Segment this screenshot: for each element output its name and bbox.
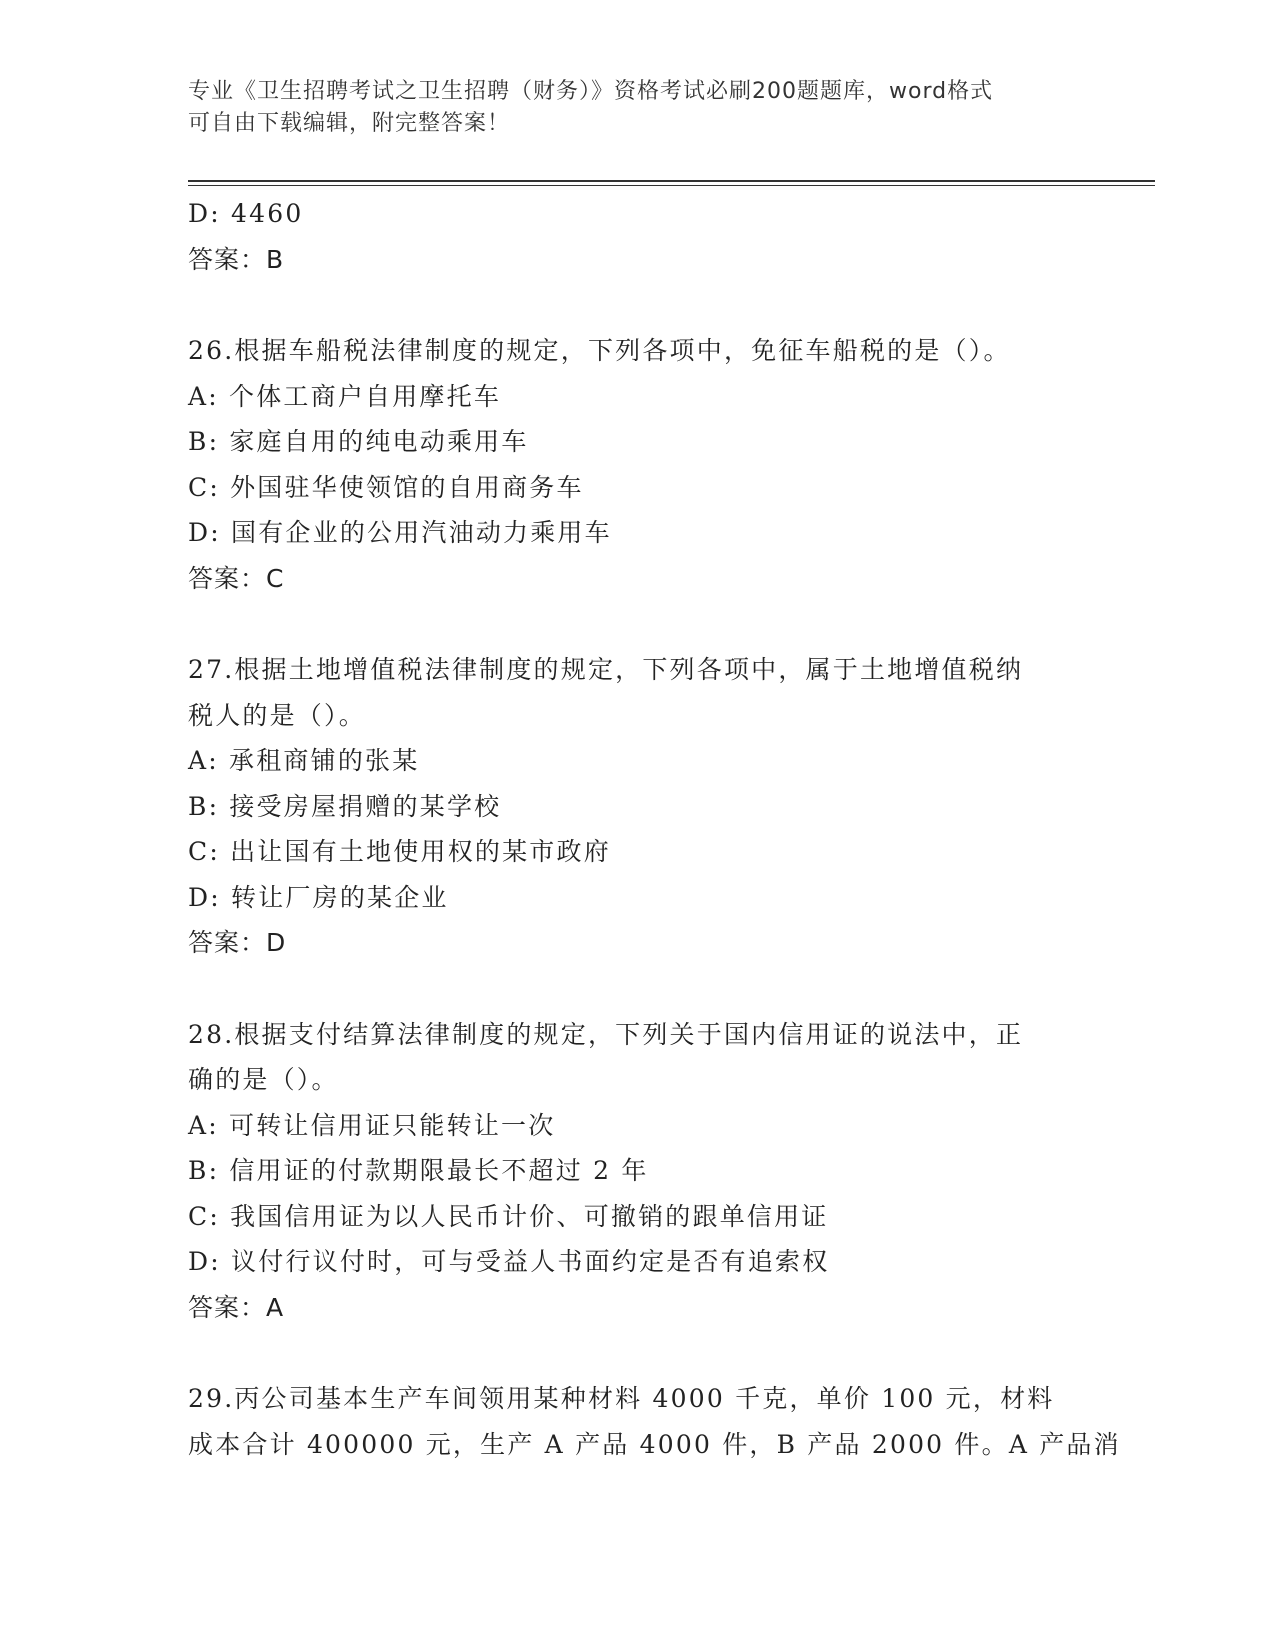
header-line-1: 专业《卫生招聘考试之卫生招聘（财务）》资格考试必刷200题题库，word格式 bbox=[188, 79, 994, 104]
answer-line: 答案：C bbox=[188, 563, 285, 593]
question-text: 26.根据车船税法律制度的规定，下列各项中，免征车船税的是（）。 bbox=[188, 336, 1011, 365]
option-b: B: 信用证的付款期限最长不超过 2 年 bbox=[188, 1156, 649, 1185]
option-a: A: 个体工商户自用摩托车 bbox=[188, 381, 502, 411]
spacer bbox=[188, 282, 1088, 328]
answer-line: 答案：A bbox=[188, 1292, 285, 1322]
question-26 bbox=[188, 328, 1088, 601]
question-text: 29.丙公司基本生产车间领用某种材料 4000 千克，单价 100 元，材料 bbox=[188, 1384, 1055, 1413]
spacer bbox=[188, 601, 1088, 647]
answer-line: 答案：B bbox=[188, 244, 285, 274]
option-c: C: 外国驻华使领馆的自用商务车 bbox=[188, 472, 584, 502]
option-c: C: 出让国有土地使用权的某市政府 bbox=[188, 837, 611, 866]
option-a: A: 可转让信用证只能转让一次 bbox=[188, 1110, 556, 1140]
option-d: D: 4460 bbox=[188, 199, 304, 228]
option-d: D: 转让厂房的某企业 bbox=[188, 882, 449, 912]
option-d: D: 议付行议付时，可与受益人书面约定是否有追索权 bbox=[188, 1247, 830, 1276]
question-29 bbox=[188, 1376, 1121, 1467]
question-text-cont: 成本合计 400000 元，生产 A 产品 4000 件，B 产品 2000 件。A 产品消 bbox=[188, 1429, 1121, 1459]
header-line-2: 可自由下载编辑，附完整答案！ bbox=[188, 111, 511, 136]
question-text: 27.根据土地增值税法律制度的规定，下列各项中，属于土地增值税纳 bbox=[188, 655, 1024, 684]
question-list bbox=[188, 191, 1121, 1467]
option-a: A: 承租商铺的张某 bbox=[188, 746, 420, 775]
option-b: B: 接受房屋捐赠的某学校 bbox=[188, 791, 502, 821]
option-b: B: 家庭自用的纯电动乘用车 bbox=[188, 427, 529, 456]
spacer bbox=[188, 1330, 1088, 1376]
question-28 bbox=[188, 1012, 1088, 1331]
question-text: 28.根据支付结算法律制度的规定，下列关于国内信用证的说法中，正 bbox=[188, 1019, 1024, 1049]
spacer bbox=[188, 966, 1088, 1012]
option-c: C: 我国信用证为以人民币计价、可撤销的跟单信用证 bbox=[188, 1201, 829, 1231]
option-d: D: 国有企业的公用汽油动力乘用车 bbox=[188, 518, 612, 547]
answer-line: 答案：D bbox=[188, 928, 287, 957]
question-text-cont: 税人的是（）。 bbox=[188, 700, 366, 730]
document-header bbox=[188, 76, 1088, 140]
question-text-cont: 确的是（）。 bbox=[188, 1065, 339, 1094]
header-divider bbox=[188, 180, 1155, 186]
question-27 bbox=[188, 647, 1088, 966]
